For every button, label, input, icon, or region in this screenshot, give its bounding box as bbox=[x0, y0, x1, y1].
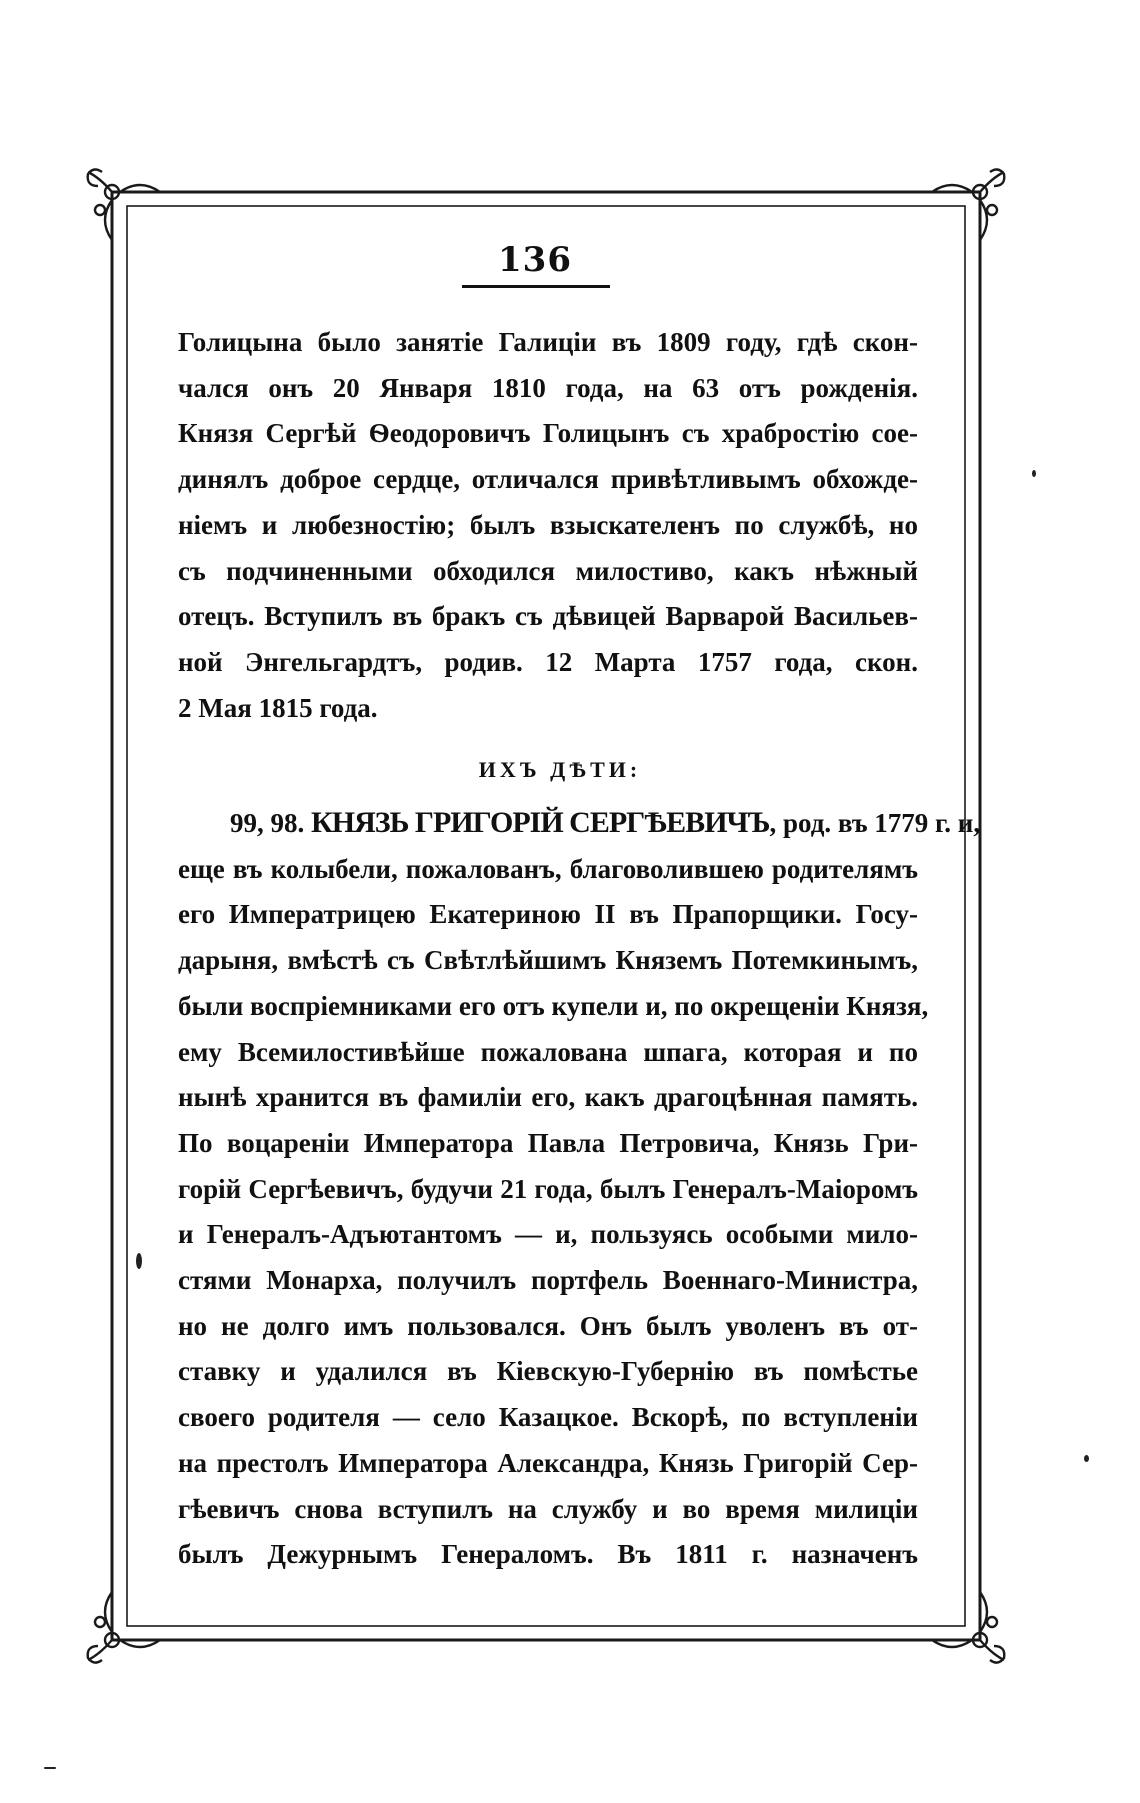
text-line: былъ Дежурнымъ Генераломъ. Въ 1811 г. назначенъ bbox=[178, 1539, 918, 1570]
text-line: были воспріемниками его отъ купели и, по окрещеніи Князя, bbox=[178, 990, 929, 1021]
page-number-rule bbox=[462, 285, 610, 288]
scan-speck bbox=[44, 1767, 56, 1769]
text-line: нынѣ хранится въ фамиліи его, какъ драгоцѣнная память. bbox=[178, 1082, 918, 1113]
text-line: чался онъ 20 Января 1810 года, на 63 отъ рожденія. bbox=[178, 372, 918, 403]
scan-speck bbox=[1084, 1455, 1089, 1462]
text-line: По воцареніи Императора Павла Петровича, Князь Гри- bbox=[178, 1127, 918, 1158]
paragraph-2 bbox=[178, 800, 981, 1578]
text-line: его Императрицею Екатериною II въ Прапорщики. Госу- bbox=[178, 899, 918, 930]
children-heading: ИХЪ ДѢТИ: bbox=[478, 757, 642, 782]
text-line: на престолъ Императора Александра, Князь Григорій Сер- bbox=[178, 1447, 918, 1478]
text-line: отецъ. Вступилъ въ бракъ съ дѣвицей Варварой Васильев- bbox=[178, 601, 918, 632]
text-line: динялъ доброе сердце, отличался привѣтливымъ обхожде- bbox=[178, 464, 918, 495]
entry-name: КНЯЗЬ ГРИГОРІЙ СЕРГѢЕВИЧЪ bbox=[311, 806, 770, 839]
text-line: еще въ колыбели, пожалованъ, благоволившею родителямъ bbox=[178, 853, 918, 884]
text-line: ему Всемилостивѣйше пожалована шпага, которая и по bbox=[178, 1036, 918, 1067]
entry-first-line-rest: , род. въ 1779 г. и, bbox=[769, 808, 981, 838]
text-line: своего родителя — село Казацкое. Вскорѣ, по вступленіи bbox=[178, 1402, 918, 1433]
entry-number: 99, 98. bbox=[230, 808, 305, 838]
text-line: гѣевичъ снова вступилъ на службу и во время милиціи bbox=[178, 1493, 918, 1524]
paragraph-1 bbox=[178, 320, 918, 731]
text-line: стями Монарха, получилъ портфель Военнаго-Министра, bbox=[178, 1265, 918, 1296]
scan-speck bbox=[136, 1253, 142, 1269]
entry-first-line bbox=[178, 800, 981, 847]
text-line: горій Сергѣевичъ, будучи 21 года, былъ Генералъ-Маіоромъ bbox=[178, 1173, 918, 1204]
text-line: ной Энгельгардтъ, родив. 12 Марта 1757 года, скон. bbox=[178, 646, 918, 677]
text-line: дарыня, вмѣстѣ съ Свѣтлѣйшимъ Княземъ Потемкинымъ, bbox=[178, 945, 918, 976]
text-line: ставку и удалился въ Кіевскую-Губернію въ помѣстье bbox=[178, 1356, 918, 1387]
text-line: съ подчиненными обходился милостиво, какъ нѣжный bbox=[178, 555, 918, 586]
text-line: но не долго имъ пользовался. Онъ былъ уволенъ въ от- bbox=[178, 1310, 918, 1341]
text-line: Князя Сергѣй Ѳеодоровичъ Голицынъ съ храбростію соe- bbox=[178, 418, 918, 449]
text-line: Голицына было занятіе Галиціи въ 1809 году, гдѣ скон- bbox=[178, 327, 918, 357]
text-line: ніемъ и любезностію; былъ взыскателенъ по службѣ, но bbox=[178, 509, 918, 540]
page-number: 136 bbox=[498, 240, 572, 280]
scan-speck bbox=[1032, 470, 1036, 477]
text-line: и Генералъ-Адъютантомъ — и, пользуясь особыми мило- bbox=[178, 1219, 918, 1250]
text-line: 2 Мая 1815 года. bbox=[178, 692, 378, 723]
